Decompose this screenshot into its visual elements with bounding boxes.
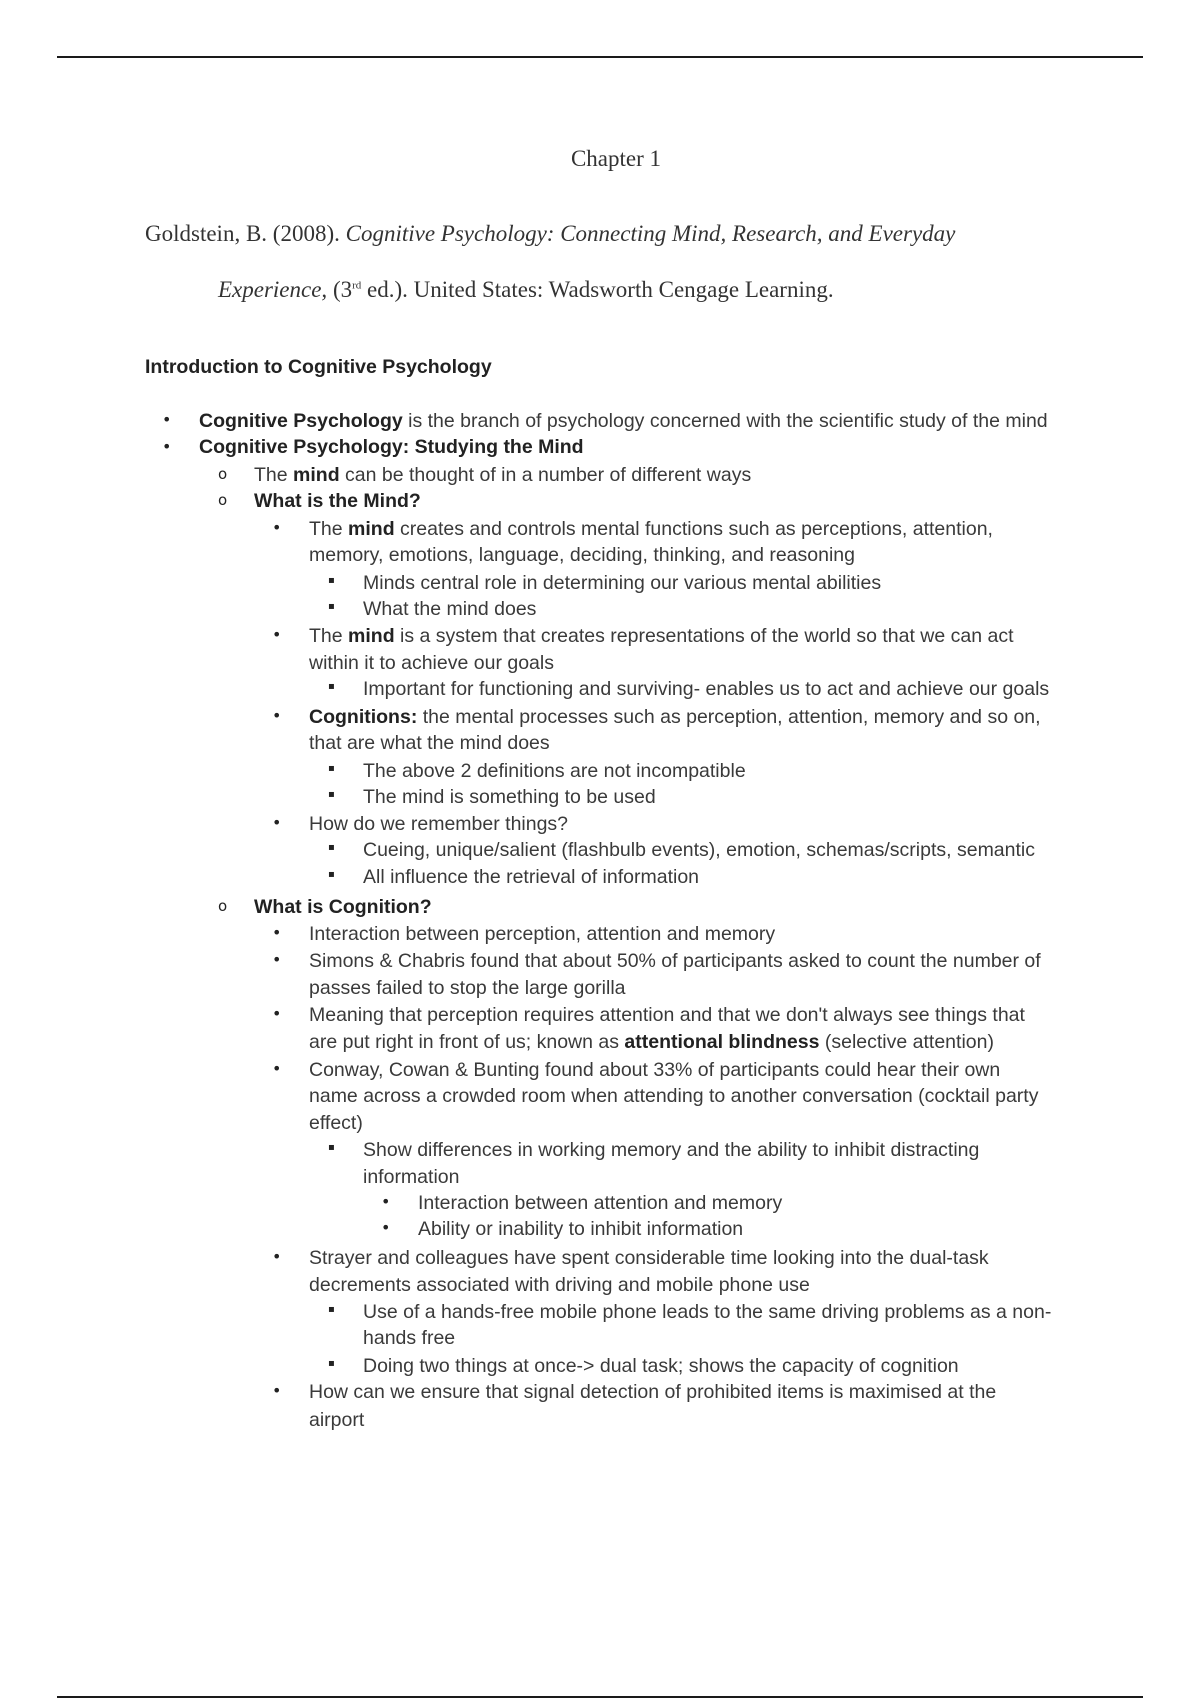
term: Cognitive Psychology: Studying the Mind [199,436,584,458]
reference-book-title-cont: Experience, [218,277,328,302]
list-item: Ability or inability to inhibit information [418,1218,744,1240]
list-item: Minds central role in determining our various mental abilities [363,572,882,594]
section-heading: Introduction to Cognitive Psychology [145,356,492,378]
term: attentional blindness [624,1031,820,1053]
list-item: Interaction between attention and memory [418,1192,783,1214]
term: What is Cognition? [254,896,432,918]
list-item [199,409,1048,433]
reference-edition-sup: rd [352,279,362,292]
list-item-cont: information [363,1166,460,1188]
bullet-marker: • [162,410,172,429]
square-marker: ▪ [328,869,335,880]
text: are put right in front of us; known as [309,1031,625,1053]
list-item-cont: name across a crowded room when attending to another conversation (cocktail party [309,1085,1039,1107]
term: Cognitions: [309,706,418,728]
reference-publisher: ed.). United States: Wadsworth Cengage Learning. [361,277,834,302]
circle-marker: o [218,465,228,483]
square-marker: ▪ [328,575,335,586]
list-item: How can we ensure that signal detection of prohibited items is maximised at the [309,1381,997,1403]
list-item: The above 2 definitions are not incompatible [363,760,746,782]
list-item: Conway, Cowan & Bunting found about 33% of participants could hear their own [309,1059,1001,1081]
reference-edition: (3 [327,277,353,302]
bullet-marker: • [162,437,172,456]
list-item: Cueing, unique/salient (flashbulb events), emotion, schemas/scripts, semantic [363,839,1035,861]
bullet-marker: • [272,518,282,537]
circle-marker: o [218,491,228,509]
list-item: All influence the retrieval of information [363,866,700,888]
list-item-cont: within it to achieve our goals [309,652,554,674]
list-item: Show differences in working memory and the ability to inhibit distracting [363,1139,980,1161]
square-marker: ▪ [328,789,335,800]
bullet-marker: • [381,1192,391,1211]
list-item-cont: airport [309,1409,365,1431]
bullet-marker: • [272,706,282,725]
square-marker: ▪ [328,601,335,612]
list-item-cont: effect) [309,1112,363,1134]
list-item [309,624,1014,648]
header-rule [57,56,1143,58]
bullet-marker: • [272,1059,282,1078]
list-item: Strayer and colleagues have spent considerable time looking into the dual-task [309,1247,989,1269]
list-item [254,489,421,513]
list-item: Important for functioning and surviving- enables us to act and achieve our goals [363,678,1050,700]
list-item [254,463,751,487]
list-item: Simons & Chabris found that about 50% of participants asked to count the number of [309,950,1041,972]
list-item: How do we remember things? [309,813,569,835]
square-marker: ▪ [328,1358,335,1369]
list-item [309,517,993,541]
text: the mental processes such as perception, attention, memory and so on, [417,706,1041,728]
text: The [309,518,349,540]
list-item: Use of a hands-free mobile phone leads to the same driving problems as a non- [363,1301,1052,1323]
square-marker: ▪ [328,842,335,853]
square-marker: ▪ [328,681,335,692]
term: What is the Mind? [254,490,421,512]
text: can be thought of in a number of different ways [339,464,752,486]
list-item-cont: decrements associated with driving and mobile phone use [309,1274,810,1296]
text: creates and controls mental functions such as perceptions, attention, [394,518,993,540]
text: The [309,625,349,647]
bullet-marker: • [272,923,282,942]
reference-line-2 [218,277,834,303]
list-item-cont [309,1030,994,1054]
reference-authors: Goldstein, B. (2008). [145,221,346,246]
bullet-marker: • [272,1247,282,1266]
list-item: What the mind does [363,598,537,620]
term: mind [348,518,395,540]
list-item-cont: hands free [363,1327,456,1349]
list-item: Doing two things at once-> dual task; shows the capacity of cognition [363,1355,959,1377]
list-item: Interaction between perception, attention and memory [309,923,776,945]
reference-book-title: Cognitive Psychology: Connecting Mind, Research, and Everyday [345,221,956,246]
list-item: Meaning that perception requires attention and that we don't always see things that [309,1004,1025,1026]
reference-line-1 [145,221,955,247]
list-item [199,435,584,459]
text: (selective attention) [819,1031,994,1053]
list-item-cont: passes failed to stop the large gorilla [309,977,626,999]
bullet-marker: • [272,1381,282,1400]
bullet-marker: • [272,1004,282,1023]
page-title: Chapter 1 [570,146,662,171]
footer-rule [57,1696,1143,1698]
list-item [254,895,432,919]
circle-marker: o [218,897,228,915]
list-item-cont: that are what the mind does [309,732,550,754]
text: is a system that creates representations of the world so that we can act [394,625,1014,647]
list-item: The mind is something to be used [363,786,656,808]
term: mind [293,464,340,486]
term: mind [348,625,395,647]
bullet-marker: • [272,950,282,969]
text: is the branch of psychology concerned with the scientific study of the mind [402,410,1048,432]
text: The [254,464,294,486]
list-item [309,705,1041,729]
bullet-marker: • [381,1218,391,1237]
square-marker: ▪ [328,1142,335,1153]
bullet-marker: • [272,813,282,832]
list-item-cont: memory, emotions, language, deciding, thinking, and reasoning [309,544,855,566]
bullet-marker: • [272,625,282,644]
square-marker: ▪ [328,1304,335,1315]
term: Cognitive Psychology [199,410,403,432]
square-marker: ▪ [328,763,335,774]
